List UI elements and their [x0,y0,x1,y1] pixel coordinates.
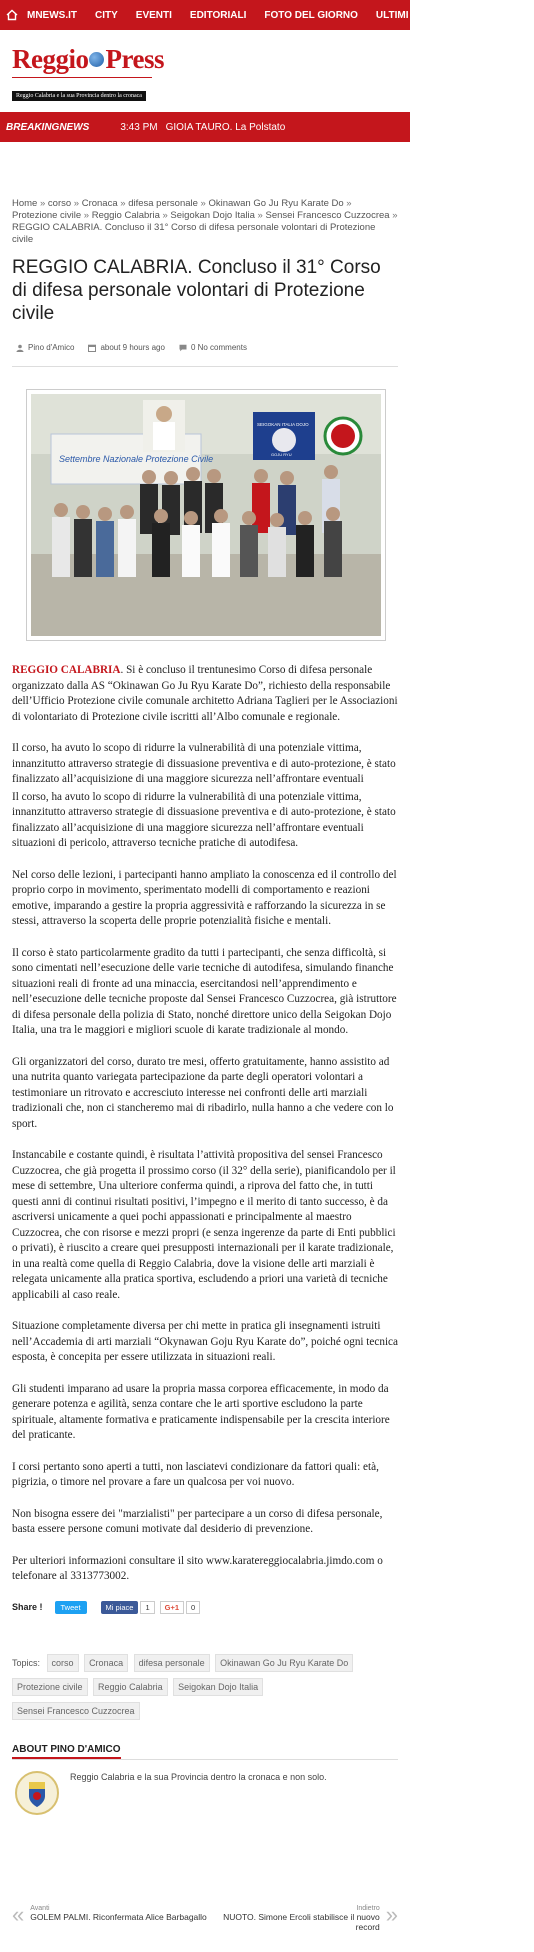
breadcrumb-current: REGGIO CALABRIA. Concluso il 31° Corso di difesa personale volontari di Protezione civile [12,222,376,245]
comment-icon [179,344,187,352]
double-chevron-left-icon: « [12,1902,25,1927]
date-meta [88,343,165,352]
prev-post-label: Avanti [30,1905,50,1912]
calendar-icon [88,344,96,352]
meta-divider [12,366,398,367]
logo-tagline: Reggio Calabria e la sua Provincia dentro la cronaca [12,91,146,101]
facebook-like-count: 1 [140,1601,154,1614]
comments-count[interactable]: 0 No comments [190,343,247,352]
breadcrumb-okinawan[interactable]: Okinawan Go Ju Ryu Karate Do [208,198,344,209]
article-paragraph: Non bisogna essere dei "marzialisti" per partecipare a un corso di difesa personale, basta essere persone comuni motivate dal desiderio di prevenzione. [12,1507,383,1535]
breadcrumb-home[interactable]: Home [12,198,38,209]
nav-item-mnews[interactable]: MNEWS.IT [27,9,77,21]
article-paragraph: Per ulteriori informazioni consultare il sito www.karatereggiocalabria.jimdo.com o telefonare al 3313773002. [12,1554,383,1582]
next-post-link[interactable] [220,1902,398,1932]
article-paragraph: Gli organizzatori del corso, durato tre mesi, offerto gratuitamente, hanno assistito ad una nutrita quanto variegata partecipazione da parte degli operatori volontari a testimoniare un ritrovato e accresciuto interesse nei confronti delle arti marziali tradizionali che, non ci stancheremo mai di ribadirlo, nulla hanno a che vedere con lo sport. [12,1055,394,1130]
topic-tag[interactable]: corso [47,1654,79,1672]
photo-banner-text: Settembre Nazionale Protezione Civile [59,454,214,464]
article-photo-frame [26,389,386,641]
about-author [12,1770,398,1816]
breadcrumb-difesa-personale[interactable]: difesa personale [128,198,198,209]
photo-sign-text: SEIGOKAN ITALIA DOJO [257,422,309,427]
home-icon[interactable] [6,6,18,24]
about-divider [12,1759,398,1760]
breadcrumb-cronaca[interactable]: Cronaca [81,198,118,209]
article-paragraph: Il corso, ha avuto lo scopo di ridurre la vulnerabilità di una potenziale vittima, innanzitutto attraverso strategie di dissuasione preventiva e di auto-protezione, è stato finalizzato all’acquisizione di una maggiore sicurezza nell’affrontare eventuali [12,742,396,785]
nav-item-foto-del-giorno[interactable]: FOTO DEL GIORNO [264,9,358,21]
nav-item-editoriali[interactable]: EDITORIALI [189,9,247,21]
tweet-button[interactable]: Tweet [55,1601,87,1614]
author-meta [16,343,74,352]
article-paragraph [12,663,398,725]
globe-icon [89,52,104,67]
post-navigation [12,1902,398,1932]
facebook-like-button[interactable]: Mi piace [101,1601,139,1614]
next-post-label: Indietro [356,1905,380,1912]
article-photo[interactable] [31,394,381,636]
topics [12,1652,398,1724]
top-nav [0,0,526,30]
article-meta [12,343,398,352]
topic-tag[interactable]: Reggio Calabria [93,1678,168,1696]
share-label: Share ! [12,1602,43,1612]
author-description: Reggio Calabria e la sua Provincia dentro la cronaca e non solo. [70,1771,327,1782]
prev-post-link[interactable] [12,1902,207,1932]
article-lead: REGGIO CALABRIA [12,664,121,676]
nav-item-eventi[interactable]: EVENTI [135,9,172,21]
breadcrumb-seigokan[interactable]: Seigokan Dojo Italia [170,210,255,221]
article-paragraph: Il corso, ha avuto lo scopo di ridurre la vulnerabilità di una potenziale vittima, innanzitutto attraverso strategie di dissuasione preventiva e di auto-protezione, è stato finalizzato all’acquisizione di una maggiore sicurezza nell’affrontare eventuali situazioni di pericolo, attraverso tecniche pratiche di autodifesa. [12,790,396,849]
article-paragraph-1-rest: . Si è concluso il trentunesimo Corso di difesa personale organizzato dalla AS “Okinawan Go Ju Ryu Karate Do”, richiesto della responsabile dell’Ufficio Protezione civile comunale architetto Adriana Taglieri per le Associazioni di volontariato di Protezione civile iscritti all’Albo comunale e regionale. [12,664,398,723]
breadcrumb-corso[interactable]: corso [47,198,72,209]
author-avatar[interactable] [14,1770,60,1816]
topic-tag[interactable]: Cronaca [84,1654,128,1672]
article-paragraph: Gli studenti imparano ad usare la propria massa corporea efficacemente, in modo da generare potenza e agilità, senza contare che le arti sportive escludono la parte spirituale, altamente formativa e praticamente indispensabile per la crescita interiore del praticante. [12,1382,390,1441]
topic-tag[interactable]: difesa personale [134,1654,210,1672]
article-paragraph: Instancabile e costante quindi, è risultata l’attività propositiva del sensei Francesco Cuzzocrea, che già progetta il prossimo corso (il 32° della serie), pianificandolo per il mese di settembre, Una ulteriore conferma quindi, a riprova del fatto che, in tutti questi anni di continui risultati positivi, l’impegno e il merito di tanto successo, è da ascriversi unicamente a quei pochi appassionati e principalmente al maestro Cuzzocrea, che con risorse e mezzi propri (e senza ingerenze da parte di Enti pubblici o privati), è riuscito a creare quei presupposti internazionali per il karate tradizionale, in una realtà come quella di Reggio Calabria, dove la visione delle arti marziali è relegata unicamente alla pratica sportiva, escludendo a priori una varietà di tecniche applicabili al caso reale. [12,1149,396,1301]
share-bar [12,1601,398,1614]
nav-item-contatti[interactable]: CONTATTI [476,9,526,21]
double-chevron-right-icon: » [385,1902,398,1927]
next-post-title[interactable]: NUOTO. Simone Ercoli stabilisce il nuovo record [223,1912,380,1932]
breaking-news-time: 3:43 PM [120,121,158,133]
topic-tag[interactable]: Protezione civile [12,1678,88,1696]
breadcrumb-sensei[interactable]: Sensei Francesco Cuzzocrea [265,210,390,221]
site-logo[interactable] [12,44,410,75]
breaking-news-headline[interactable]: GIOIA TAURO. La Polstato [165,121,286,133]
breaking-news-label: BREAKINGNEWS [6,121,90,133]
google-plus-count: 0 [186,1601,200,1614]
breadcrumb: Home » corso » Cronaca » difesa personale » Okinawan Go Ju Ryu Karate Do » Protezione civile » Reggio Calabria » Seigokan Dojo Italia » Sensei Francesco Cuzzocrea » REGGIO CALABRIA. Concluso il 31° Corso di difesa personale volontari di Protezione civile [12,198,398,245]
nav-item-ultimi-articoli[interactable]: ULTIMI ARTICOLI [375,9,459,21]
google-plus-button[interactable]: G+1 [160,1601,184,1614]
logo-divider [12,77,152,78]
logo-word-left: Reggio [12,44,89,74]
article-paragraph: I corsi pertanto sono aperti a tutti, non lasciatevi condizionare da fattori quali: età, pigrizia, o timore nel provare a fare un qualcosa per voi nuovo. [12,1460,379,1488]
article-date: about 9 hours ago [100,343,165,352]
author-name[interactable]: Pino d'Amico [28,343,75,352]
topic-tag[interactable]: Seigokan Dojo Italia [173,1678,263,1696]
photo-sign-subtext: GOJU RYU [271,452,292,457]
prev-post-title[interactable]: GOLEM PALMI. Riconfermata Alice Barbagallo [30,1912,207,1922]
user-icon [16,344,24,352]
breadcrumb-protezione-civile[interactable]: Protezione civile [12,210,82,221]
article-title: REGGIO CALABRIA. Concluso il 31° Corso di difesa personale volontari di Protezione civile [12,257,381,324]
topic-tag[interactable]: Sensei Francesco Cuzzocrea [12,1702,140,1720]
nav-item-city[interactable]: CITY [95,9,118,21]
breadcrumb-reggio-calabria[interactable]: Reggio Calabria [91,210,160,221]
breaking-news-bar [0,112,410,142]
comments-meta [179,343,247,352]
topics-label: Topics: [12,1657,41,1668]
article-body [12,663,398,1585]
site-header [0,30,410,112]
article-paragraph: Il corso è stato particolarmente gradito da tutti i partecipanti, che senza difficoltà, si sono cimentati nell’esecuzione delle varie tecniche di autodifesa, simulando finanche situazioni reali di fronte ad una minaccia, esercitandosi nell’apprendimento e nell’esecuzione delle tecniche proposte dal Sensei Francesco Cuzzocrea, già istruttore di difesa personale della polizia di Stato, nonché direttore unico della Seigokan Dojo Italia, una tra le maggiori e migliori scuole di karate tradizionale al mondo. [12,946,397,1036]
logo-word-right: Press [105,44,164,74]
about-author-heading: ABOUT PINO D'AMICO [12,1744,121,1759]
article-paragraph: Situazione completamente diversa per chi mette in pratica gli insegnamenti istruiti nell’Accademia di arti marziali “Okynawan Goju Ryu Karate do”, poiché ogni tecnica esposta, è concepita per essere utilizzata in situazioni reali. [12,1320,398,1363]
article-paragraph: Nel corso delle lezioni, i partecipanti hanno ampliato la conoscenza ed il controllo del proprio corpo in movimento, sperimentato modelli di comportamento e reazioni emotive, imparando a gestire la propria aggressività e rafforzando la sicurezza in se stessi, attraverso la scoperta delle proprie potenzialità fisiche e mentali. [12,868,397,927]
topic-tag[interactable]: Okinawan Go Ju Ryu Karate Do [215,1654,353,1672]
